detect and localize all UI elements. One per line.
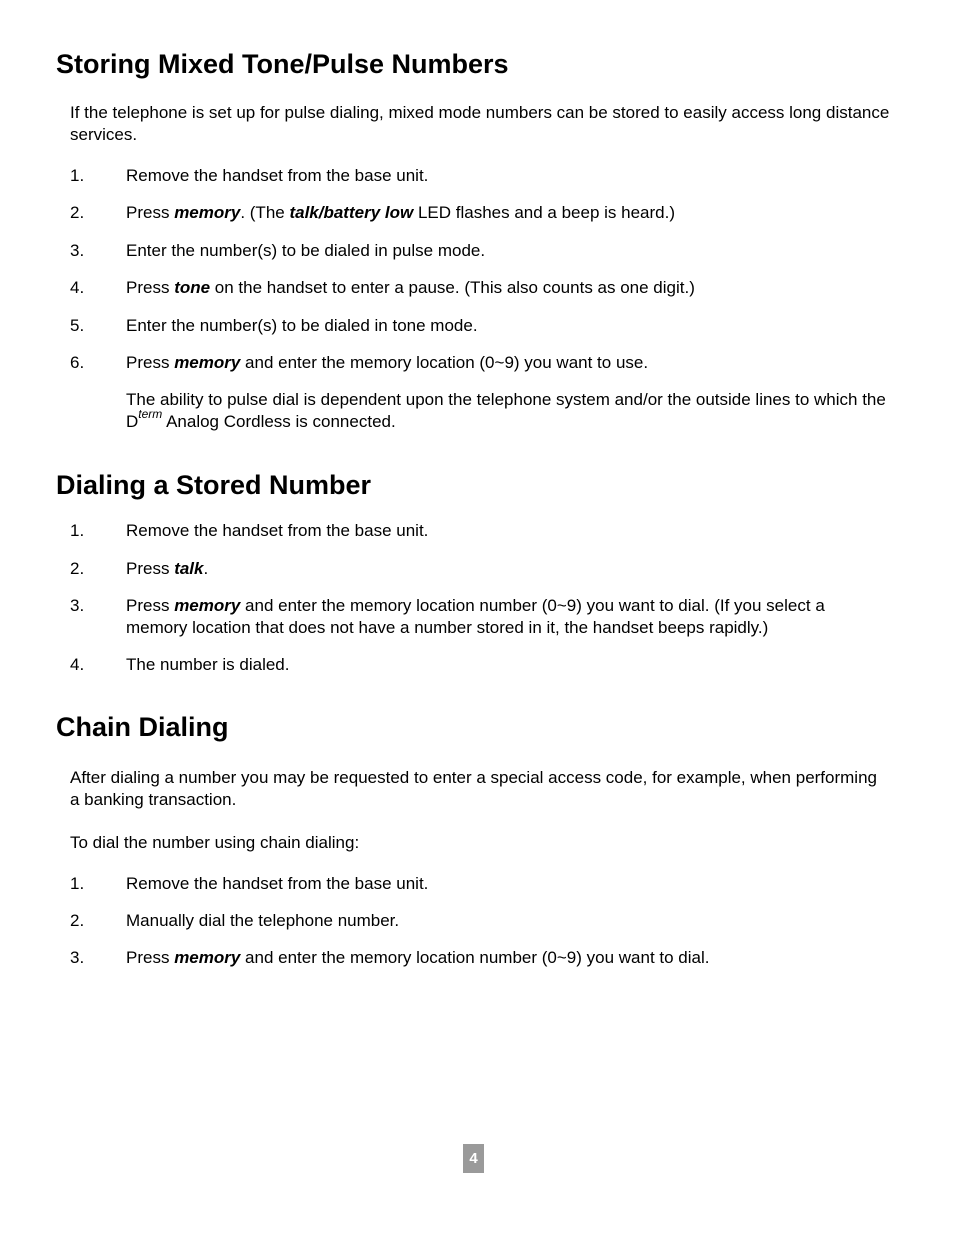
step-number: 2. — [70, 559, 85, 578]
step-text: Press talk. — [126, 559, 209, 578]
step-text: Press tone on the handset to enter a pause. (This also counts as one digit.) — [126, 278, 695, 297]
step-number: 6. — [70, 353, 85, 372]
keyword-tone: tone — [174, 278, 211, 297]
step-number: 3. — [70, 241, 85, 260]
pulse-dial-note: The ability to pulse dial is dependent upon the telephone system and/or the outside lines to which the $D^{term}$ Analog Cordless is connected. — [126, 390, 886, 431]
step-text: Press memory. (The talk/battery low LED flashes and a beep is heard.) — [126, 203, 675, 222]
step-text: Remove the handset from the base unit. — [126, 874, 429, 893]
step-number: 5. — [70, 316, 85, 335]
keyword-memory: memory — [174, 948, 241, 967]
keyword-memory: memory — [174, 596, 241, 615]
heading-dialing-stored-number: Dialing a Stored Number — [56, 470, 372, 500]
step-number: 1. — [70, 166, 85, 185]
step-number: 2. — [70, 203, 85, 222]
keyword-talk: talk — [174, 559, 204, 578]
chain-lead-paragraph: To dial the number using chain dialing: — [70, 833, 360, 852]
step-text: Press memory and enter the memory location number (0~9) you want to dial. — [126, 948, 710, 967]
step-text: Enter the number(s) to be dialed in tone mode. — [126, 316, 478, 335]
step-text: Manually dial the telephone number. — [126, 911, 400, 930]
storing-intro-paragraph: If the telephone is set up for pulse dialing, mixed mode numbers can be stored to easily access long distance services. — [70, 103, 890, 144]
step-number: 1. — [70, 521, 85, 540]
step-text: Remove the handset from the base unit. — [126, 166, 429, 185]
step-text: The number is dialed. — [126, 655, 290, 674]
step-number: 4. — [70, 278, 85, 297]
keyword-talk-battery-low: talk/battery low — [289, 203, 414, 222]
step-number: 1. — [70, 874, 85, 893]
step-number: 3. — [70, 948, 85, 967]
step-text: Remove the handset from the base unit. — [126, 521, 429, 540]
heading-storing-mixed-numbers: Storing Mixed Tone/Pulse Numbers — [56, 49, 509, 79]
step-text: Press memory and enter the memory location (0~9) you want to use. — [126, 353, 649, 372]
chain-intro-paragraph: After dialing a number you may be requested to enter a special access code, for example, when performing a banking transaction. — [70, 768, 877, 809]
step-text: Enter the number(s) to be dialed in pulse mode. — [126, 241, 486, 260]
heading-chain-dialing: Chain Dialing — [56, 712, 229, 742]
step-text: Press memory and enter the memory location number (0~9) you want to dial. (If you select a memory location that does not have a number stored in it, the handset beeps rapidly.) — [126, 596, 825, 637]
step-number: 4. — [70, 655, 85, 674]
keyword-memory: memory — [174, 353, 241, 372]
step-number: 2. — [70, 911, 85, 930]
keyword-memory: memory — [174, 203, 241, 222]
superscript-term: term — [138, 407, 163, 422]
page-number-badge: 4 — [463, 1144, 484, 1173]
step-number: 3. — [70, 596, 85, 615]
